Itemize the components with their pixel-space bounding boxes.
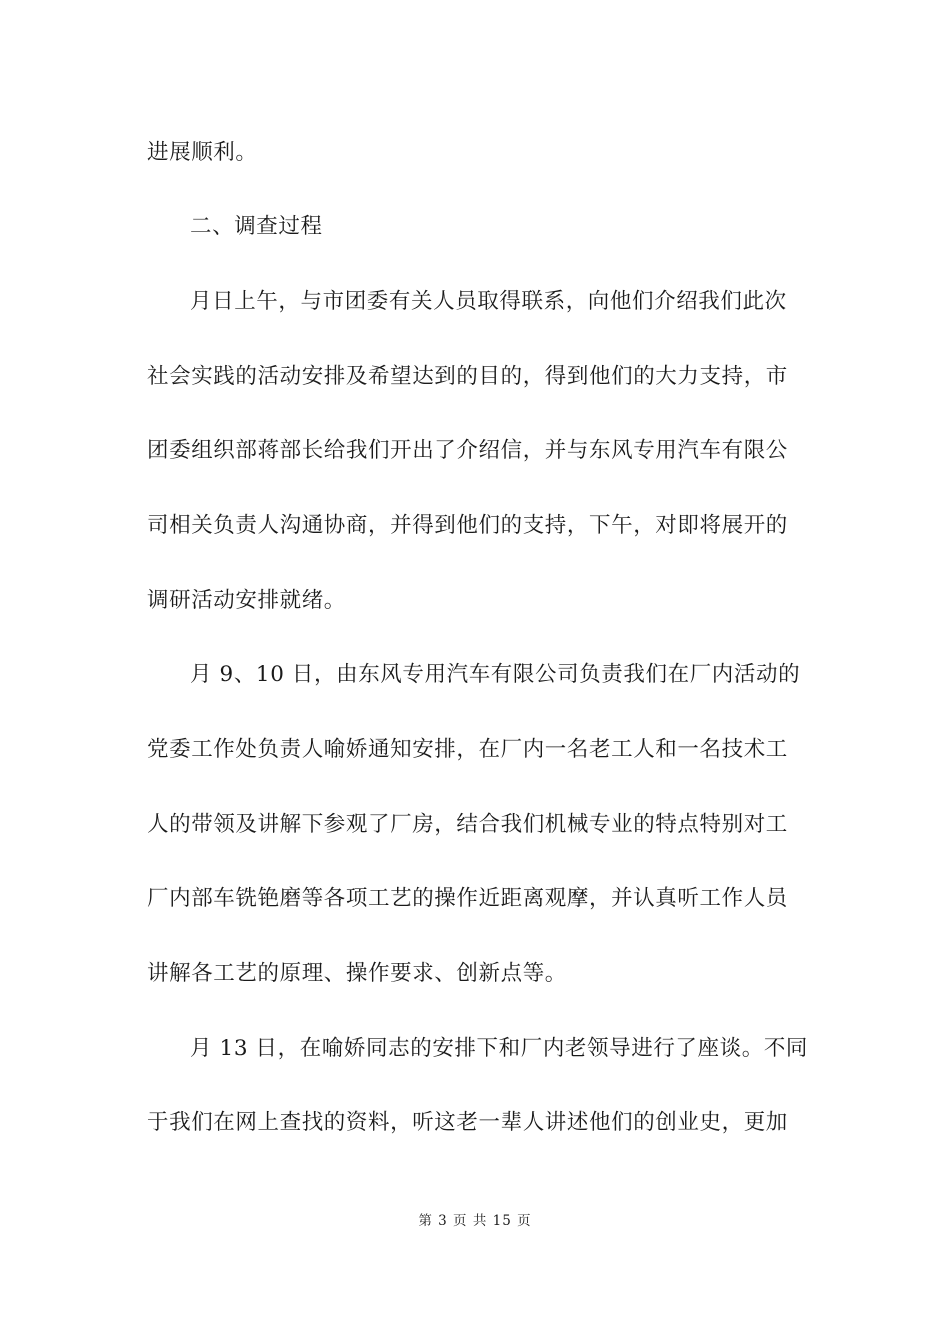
footer-middle: 页 共: [453, 1213, 488, 1229]
footer-suffix: 页: [517, 1213, 532, 1229]
paragraph-first-line: 月 13 日，在喻娇同志的安排下和厂内老领导进行了座谈。不同: [190, 1036, 809, 1061]
text-line: 团委组织部蒋部长给我们开出了介绍信，并与东风专用汽车有限公: [147, 438, 788, 463]
text-line: 党委工作处负责人喻娇通知安排，在厂内一名老工人和一名技术工: [147, 737, 788, 762]
text-line: 社会实践的活动安排及希望达到的目的，得到他们的大力支持，市: [147, 364, 788, 389]
text-line: 厂内部车铣铯磨等各项工艺的操作近距离观摩，并认真听工作人员: [147, 886, 788, 911]
text-line: 调研活动安排就绪。: [147, 588, 346, 613]
text-line: 人的带领及讲解下参观了厂房，结合我们机械专业的特点特别对工: [147, 812, 788, 837]
page-footer: [0, 1209, 950, 1229]
footer-prefix: 第: [418, 1213, 433, 1229]
text-line: 讲解各工艺的原理、操作要求、创新点等。: [147, 961, 567, 986]
text-line: 进展顺利。: [147, 140, 258, 165]
text-line: 司相关负责人沟通协商，并得到他们的支持，下午，对即将展开的: [147, 513, 788, 538]
section-heading: 二、调查过程: [190, 214, 323, 239]
total-pages-number: 15: [492, 1213, 512, 1229]
paragraph-first-line: 月 9、10 日，由东风专用汽车有限公司负责我们在厂内活动的: [190, 662, 801, 687]
paragraph-first-line: 月日上午，与市团委有关人员取得联系，向他们介绍我们此次: [190, 289, 787, 314]
current-page-number: 3: [438, 1213, 448, 1229]
text-line: 于我们在网上查找的资料，听这老一辈人讲述他们的创业史，更加: [147, 1110, 788, 1135]
